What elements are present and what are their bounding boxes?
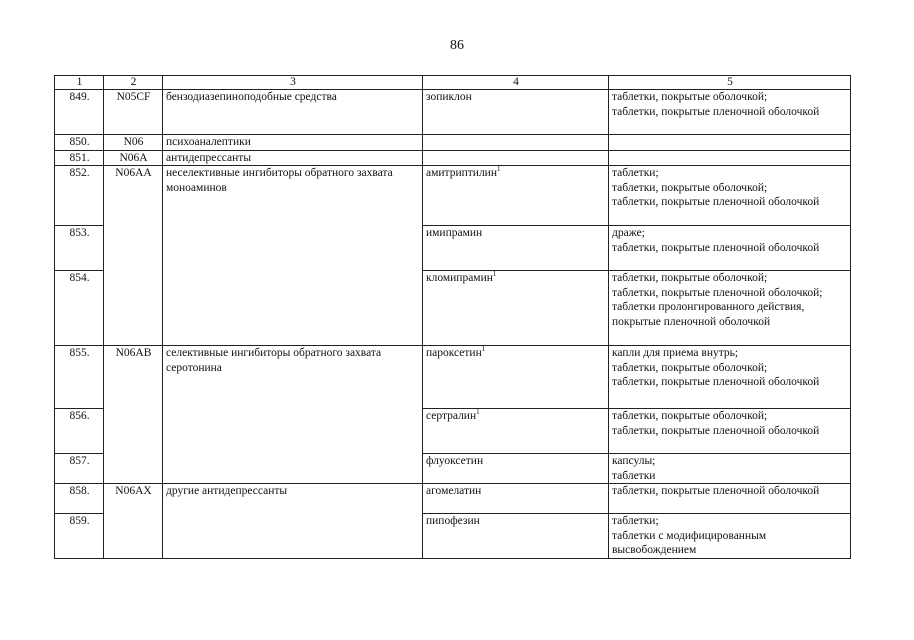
atc-code: N06AB — [104, 346, 163, 484]
row-number: 851. — [55, 150, 104, 166]
atc-code: N05CF — [104, 90, 163, 135]
dosage-form-line: таблетки, покрытые пленочной оболочкой — [612, 376, 820, 388]
dosage-form — [609, 150, 851, 166]
dosage-form — [609, 514, 851, 559]
dosage-form-line: таблетки, покрытые оболочкой; — [612, 91, 768, 103]
dosage-form — [609, 484, 851, 514]
drug-name — [423, 150, 609, 166]
dosage-form-line: капли для приема внутрь; — [612, 347, 739, 359]
drug-name: зопиклон — [423, 90, 609, 135]
dosage-form-line: таблетки, покрытые пленочной оболочкой — [612, 485, 820, 497]
footnote-mark: 1 — [481, 345, 486, 353]
drug-name-text: сертралин — [426, 410, 477, 422]
dosage-form — [609, 409, 851, 454]
dosage-form-line: таблетки, покрытые пленочной оболочкой — [612, 424, 820, 437]
dosage-form-line: таблетки, покрытые пленочной оболочкой — [612, 105, 820, 118]
dosage-form — [609, 166, 851, 226]
dosage-form-line: таблетки, покрытые пленочной оболочкой — [612, 241, 820, 254]
atc-group: другие антидепрессанты — [163, 484, 423, 559]
row-number: 856. — [55, 409, 104, 454]
drug-name: агомелатин — [423, 484, 609, 514]
dosage-form-line: драже; — [612, 227, 645, 239]
footnote-mark: 1 — [476, 408, 480, 416]
drug-name: имипрамин — [423, 226, 609, 271]
dosage-form — [609, 454, 851, 484]
dosage-form-line: таблетки пролонгированного действия, покрытые пленочной оболочкой — [612, 301, 805, 328]
drug-name — [423, 271, 609, 346]
row-number: 852. — [55, 166, 104, 226]
row-number: 857. — [55, 454, 104, 484]
dosage-form — [609, 346, 851, 409]
page-number: 86 — [450, 38, 464, 53]
table-row — [55, 150, 851, 166]
row-number: 855. — [55, 346, 104, 409]
drug-name: флуоксетин — [423, 454, 609, 484]
dosage-form — [609, 226, 851, 271]
atc-group: бензодиазепиноподобные средства — [163, 90, 423, 135]
table-row — [55, 484, 851, 514]
dosage-form-line: таблетки; — [612, 515, 659, 527]
atc-code: N06AX — [104, 484, 163, 559]
drug-name — [423, 135, 609, 151]
row-number: 850. — [55, 135, 104, 151]
dosage-form-line: капсулы; — [612, 455, 656, 467]
table-row — [55, 166, 851, 226]
column-header-3: 3 — [163, 76, 423, 90]
column-header-4: 4 — [423, 76, 609, 90]
dosage-form-line: таблетки, покрытые оболочкой; — [612, 181, 768, 194]
column-header-5: 5 — [609, 76, 851, 90]
dosage-form-line: таблетки, покрытые пленочной оболочкой; — [612, 286, 823, 299]
drug-table — [54, 75, 851, 559]
atc-code: N06AA — [104, 166, 163, 346]
footnote-mark: 1 — [497, 165, 501, 173]
drug-name-text: пароксетин — [426, 347, 482, 359]
row-number: 854. — [55, 271, 104, 346]
column-header-1: 1 — [55, 76, 104, 90]
atc-group: психоаналептики — [163, 135, 423, 151]
dosage-form-line: таблетки — [612, 469, 656, 482]
atc-group: антидепрессанты — [163, 150, 423, 166]
row-number: 853. — [55, 226, 104, 271]
dosage-form — [609, 90, 851, 135]
atc-group: селективные ингибиторы обратного захвата серотонина — [163, 346, 423, 484]
column-header-2: 2 — [104, 76, 163, 90]
drug-name: пипофезин — [423, 514, 609, 559]
footnote-mark: 1 — [492, 270, 497, 278]
atc-code: N06A — [104, 150, 163, 166]
drug-name — [423, 346, 609, 409]
row-number: 849. — [55, 90, 104, 135]
drug-name — [423, 166, 609, 226]
dosage-form — [609, 271, 851, 346]
dosage-form-line: таблетки, покрытые оболочкой; — [612, 410, 768, 422]
dosage-form-line: таблетки, покрытые оболочкой; — [612, 361, 768, 374]
table-row — [55, 346, 851, 409]
row-number: 859. — [55, 514, 104, 559]
table-row — [55, 135, 851, 151]
table-header-row — [55, 76, 851, 90]
drug-name-text: кломипрамин — [426, 272, 493, 284]
dosage-form — [609, 135, 851, 151]
dosage-form-line: таблетки; — [612, 167, 659, 179]
row-number: 858. — [55, 484, 104, 514]
dosage-form-line: таблетки с модифицированным высвобождением — [612, 529, 767, 556]
atc-group: неселективные ингибиторы обратного захвата моноаминов — [163, 166, 423, 346]
drug-name-text: амитриптилин — [426, 167, 497, 179]
dosage-form-line: таблетки, покрытые пленочной оболочкой — [612, 196, 820, 208]
atc-code: N06 — [104, 135, 163, 151]
table-row — [55, 90, 851, 135]
dosage-form-line: таблетки, покрытые оболочкой; — [612, 272, 768, 284]
drug-name — [423, 409, 609, 454]
